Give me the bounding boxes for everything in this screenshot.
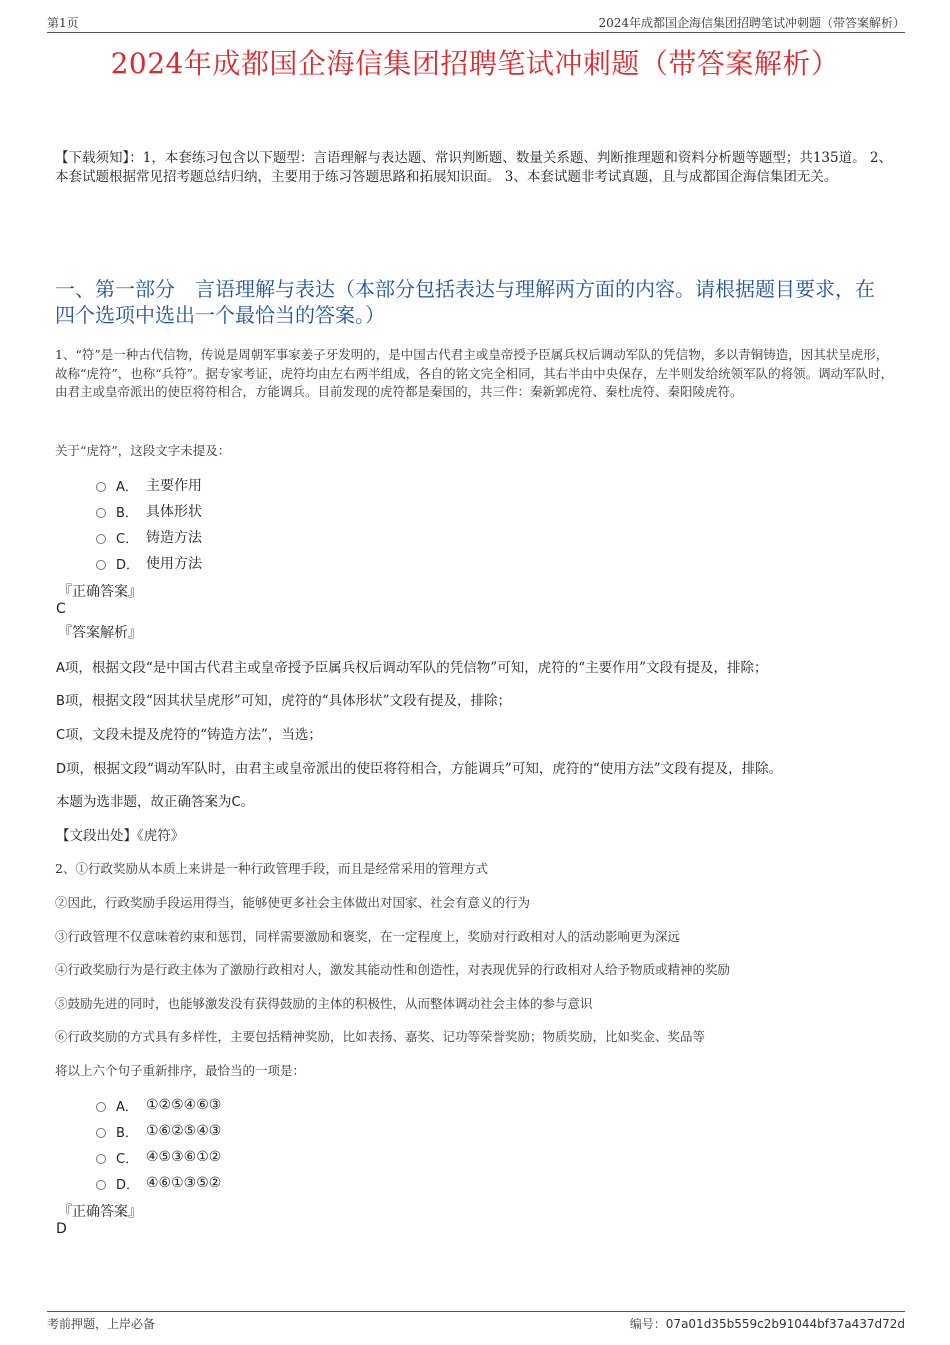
analysis-line-d <box>56 757 910 777</box>
correct-answer-label: 『正确答案』 <box>58 1204 142 1220</box>
option-text: ④⑥①③⑤② <box>146 1175 222 1191</box>
option-letter: C． <box>116 531 139 547</box>
correct-answer: D <box>56 1221 67 1237</box>
question-1-text: 1、“符”是一种古代信物，传说是周朝军事家姜子牙发明的，是中国古代君主或皇帝授予臣属兵权后调动军队的凭信物，多以青铜铸造，因其状呈虎形，故称“虎符”，也称“兵符”。据专家考证，虎符均由左右两半组成，各自的铭文完全相同，其右半由中央保存，左半则发给统领军队的将领。调动军队时，由君主或皇帝派出的使臣将符相合，方能调兵。目前发现的虎符都是秦国的，共三件：秦新郭虎符、秦杜虎符、秦阳陵虎符。 <box>55 347 894 399</box>
analysis-lead: D <box>56 762 67 777</box>
page-header <box>47 14 905 33</box>
footer-code: 07a01d35b559c2b91044bf37a437d72d <box>665 1317 905 1331</box>
analysis-line-b <box>56 689 910 709</box>
section-heading: 一、第一部分 言语理解与表达（本部分包括表达与理解两方面的内容。请根据题目要求，在四个选项中选出一个最恰当的答案。） <box>55 277 875 327</box>
option-c[interactable] <box>96 524 202 550</box>
option-d[interactable] <box>96 550 202 576</box>
option-letter: B． <box>116 1125 138 1141</box>
analysis-lead: B <box>56 694 65 709</box>
radio-circle-icon[interactable] <box>96 1180 106 1190</box>
analysis-lead: C <box>56 728 66 743</box>
analysis-text: 项，根据文段“调动军队时，由君主或皇帝派出的使臣将符相合，方能调兵”可知，虎符的“使用方法”文段有提及，排除。 <box>66 761 783 777</box>
radio-circle-icon[interactable] <box>96 560 106 570</box>
option-text: 使用方法 <box>146 556 202 572</box>
question-2-sentence-2: ②因此，行政奖励手段运用得当，能够使更多社会主体做出对国家、社会有意义的行为 <box>55 895 531 910</box>
question-2-sentence-6: ⑥行政奖励的方式具有多样性，主要包括精神奖励，比如表扬、嘉奖、记功等荣誉奖励；物质奖励，比如奖金、奖品等 <box>55 1029 706 1044</box>
analysis-label: 『答案解析』 <box>58 625 142 641</box>
analysis-conclusion <box>56 790 910 810</box>
radio-circle-icon[interactable] <box>96 1102 106 1112</box>
question-2-prompt: 将以上六个句子重新排序，最恰当的一项是： <box>55 1063 306 1078</box>
correct-answer: C <box>56 601 66 617</box>
option-letter: D． <box>116 557 140 573</box>
question-2-sentence-4: ④行政奖励行为是行政主体为了激励行政相对人，激发其能动性和创造性，对表现优异的行政相对人给予物质或精神的奖励 <box>55 962 731 977</box>
conclusion-answer: C <box>231 795 241 810</box>
option-text: ①⑥②⑤④③ <box>146 1123 222 1139</box>
correct-answer-label: 『正确答案』 <box>58 584 142 600</box>
analysis-lead: A <box>56 661 65 676</box>
question-2-sentence-5: ⑤鼓励先进的同时，也能够激发没有获得鼓励的主体的积极性，从而整体调动社会主体的参与意识 <box>55 996 593 1011</box>
conclusion-prefix: 本题为选非题，故正确答案为 <box>56 794 232 810</box>
question-2-sentence-1: 2、①行政奖励从本质上来讲是一种行政管理手段，而且是经常采用的管理方式 <box>55 861 488 876</box>
option-text: ①②⑤④⑥③ <box>146 1097 222 1113</box>
option-text: 铸造方法 <box>146 530 202 546</box>
page-number: 第1页 <box>47 16 79 30</box>
header-doc-title: 2024年成都国企海信集团招聘笔试冲刺题（带答案解析） <box>598 16 905 30</box>
analysis-text: 项，根据文段“是中国古代君主或皇帝授予臣属兵权后调动军队的凭信物”可知，虎符的“主要作用”文段有提及，排除； <box>64 660 768 676</box>
radio-circle-icon[interactable] <box>96 534 106 544</box>
option-d[interactable] <box>96 1170 221 1196</box>
analysis-line-c <box>56 723 910 743</box>
footer-code-label: 编号： <box>629 1317 666 1331</box>
text-source: 【文段出处】《虎符》 <box>56 828 185 844</box>
radio-circle-icon[interactable] <box>96 1154 106 1164</box>
option-text: 主要作用 <box>146 478 202 494</box>
footer-code-block <box>630 1315 905 1332</box>
question-1-prompt: 关于“虎符”，这段文字未提及： <box>55 443 231 458</box>
option-letter: A． <box>116 479 138 495</box>
option-b[interactable] <box>96 498 202 524</box>
option-letter: C． <box>116 1151 139 1167</box>
radio-circle-icon[interactable] <box>96 508 106 518</box>
option-letter: D． <box>116 1177 140 1193</box>
analysis-text: 项，文段未提及虎符的“铸造方法”，当选； <box>65 727 322 743</box>
option-b[interactable] <box>96 1118 221 1144</box>
radio-circle-icon[interactable] <box>96 1128 106 1138</box>
document-title: 2024年成都国企海信集团招聘笔试冲刺题（带答案解析） <box>110 47 840 80</box>
page-footer <box>47 1311 905 1332</box>
option-letter: A． <box>116 1099 138 1115</box>
footer-slogan: 考前押题，上岸必备 <box>47 1317 156 1331</box>
analysis-text: 项，根据文段“因其状呈虎形”可知，虎符的“具体形状”文段有提及，排除； <box>64 693 512 709</box>
download-notice: 【下载须知】：1，本套练习包含以下题型：言语理解与表达题、常识判断题、数量关系题、判断推理题和资料分析题等题型；共135道。 2、本套试题根据常见招考题总结归纳，主要用于练习答题思路和拓展知识面。 3、本套试题非考试真题，且与成都国企海信集团无关。 <box>55 150 892 185</box>
question-1-options <box>96 472 202 576</box>
question-2-sentence-3: ③行政管理不仅意味着约束和惩罚，同样需要激励和褒奖，在一定程度上，奖励对行政相对人的活动影响更为深远 <box>55 929 681 944</box>
option-text: ④⑤③⑥①② <box>146 1149 222 1165</box>
question-2-options <box>96 1092 221 1196</box>
option-c[interactable] <box>96 1144 221 1170</box>
option-a[interactable] <box>96 472 202 498</box>
conclusion-suffix: 。 <box>240 794 255 810</box>
option-letter: B． <box>116 505 138 521</box>
analysis-line-a <box>56 656 910 676</box>
radio-circle-icon[interactable] <box>96 482 106 492</box>
option-a[interactable] <box>96 1092 221 1118</box>
option-text: 具体形状 <box>146 504 202 520</box>
